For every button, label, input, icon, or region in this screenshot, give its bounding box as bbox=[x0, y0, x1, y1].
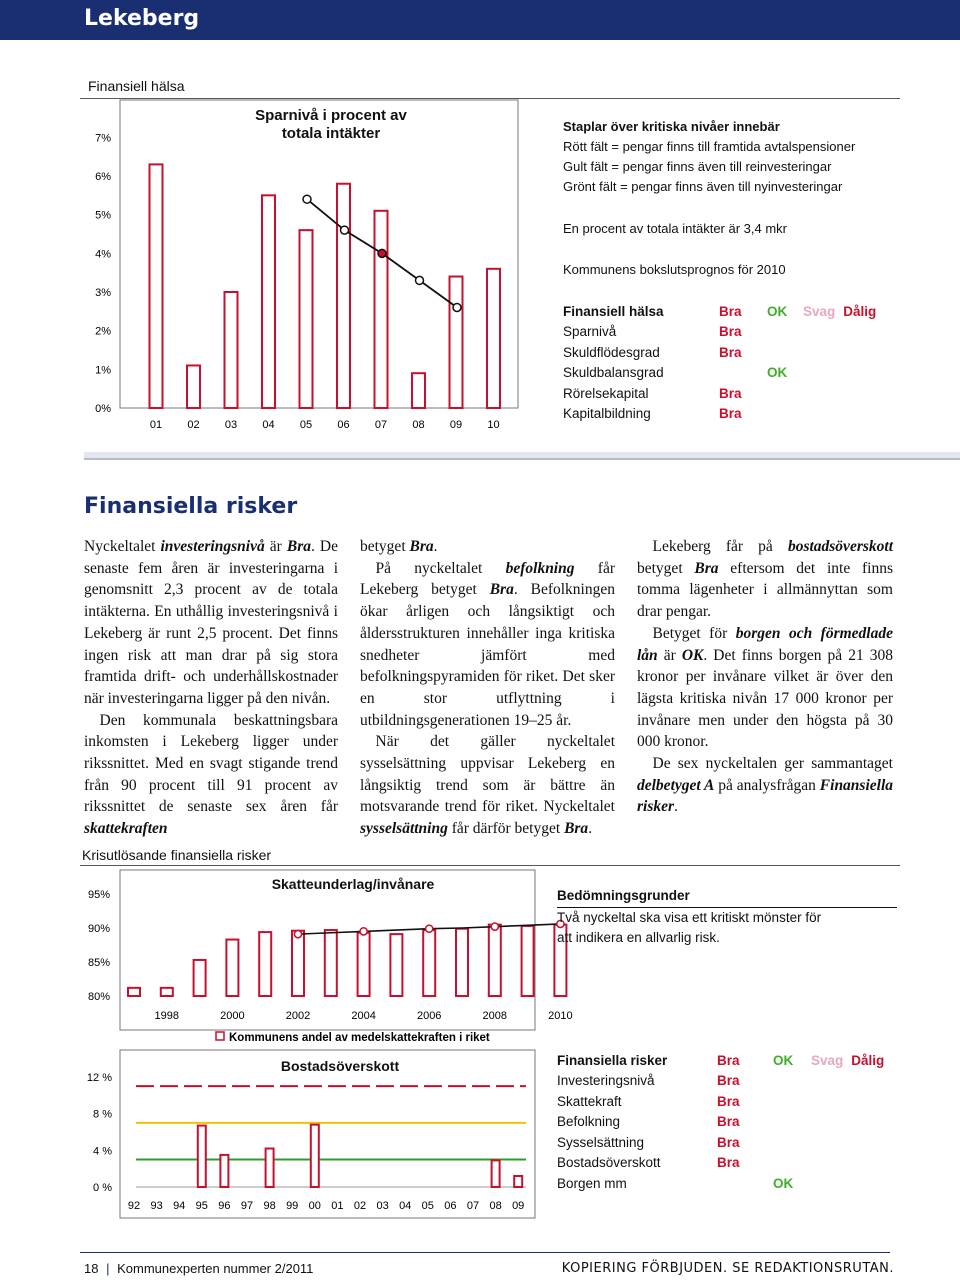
row-label: Skattekraft bbox=[557, 1093, 622, 1109]
chart2-y-tick: 85% bbox=[87, 957, 110, 969]
chart2-bar bbox=[390, 934, 402, 996]
chart1-bar bbox=[487, 269, 500, 408]
chart2-bar bbox=[128, 988, 140, 996]
chart1-x-tick: 07 bbox=[374, 419, 388, 431]
chart1-y-tick: 5% bbox=[95, 209, 111, 222]
chart2-bar bbox=[456, 929, 468, 996]
chart2-trend-point bbox=[426, 925, 433, 932]
chart3-x-tick: 09 bbox=[512, 1200, 525, 1212]
row-ok: OK bbox=[773, 1175, 794, 1191]
chart3-x-tick: 05 bbox=[421, 1200, 434, 1212]
chart3-x-tick: 93 bbox=[150, 1200, 163, 1212]
chart3-x-tick: 06 bbox=[444, 1200, 457, 1212]
legend2-line1: Två nyckeltal ska visa ett kritiskt mönster för bbox=[557, 910, 822, 925]
row-ok bbox=[769, 1132, 807, 1153]
publication: Kommunexperten nummer 2/2011 bbox=[117, 1261, 314, 1276]
chart2-bar bbox=[226, 940, 238, 996]
row-bra: Bra bbox=[719, 406, 742, 422]
chart1-y-tick: 3% bbox=[95, 287, 111, 299]
chart3-title: Bostadsöverskott bbox=[280, 1058, 400, 1074]
table1-header-ok: OK bbox=[767, 303, 788, 319]
row-label: Skuldbalansgrad bbox=[563, 365, 664, 381]
row-bra: Bra bbox=[717, 1134, 740, 1150]
divider bbox=[80, 865, 900, 866]
chart3-x-tick: 99 bbox=[286, 1200, 299, 1212]
chart3-x-tick: 96 bbox=[218, 1200, 231, 1212]
chart1-x-tick: 03 bbox=[224, 419, 238, 431]
chart1-x-tick: 06 bbox=[337, 419, 350, 431]
chart1-bar bbox=[300, 230, 313, 408]
row-bra: Bra bbox=[717, 1114, 740, 1130]
table-row bbox=[559, 342, 880, 363]
row-bra: Bra bbox=[717, 1155, 740, 1171]
footer-separator: | bbox=[106, 1261, 110, 1276]
chart3-y-tick: 4 % bbox=[93, 1145, 112, 1158]
chart3-x-tick: 95 bbox=[195, 1200, 208, 1212]
chart1-trend-point bbox=[303, 195, 311, 203]
chart2-legend-swatch bbox=[216, 1032, 224, 1040]
section-label-krisutlosande: Krisutlösande finansiella risker bbox=[82, 847, 272, 863]
chart1-trend-point bbox=[341, 226, 349, 234]
chart2-x-tick: 1998 bbox=[154, 1010, 180, 1022]
table-row bbox=[553, 1112, 888, 1133]
chart2-trend-point bbox=[360, 928, 367, 935]
chart3-x-tick: 04 bbox=[399, 1200, 412, 1212]
section-label-finansiell-halsa: Finansiell hälsa bbox=[88, 78, 185, 94]
table-row bbox=[553, 1091, 888, 1112]
row-label: Bostadsöverskott bbox=[557, 1155, 661, 1171]
table1-header-row bbox=[559, 301, 880, 322]
chart3-x-tick: 98 bbox=[263, 1200, 276, 1212]
table2-header-dalig: Dålig bbox=[851, 1052, 885, 1068]
row-ok bbox=[769, 1091, 807, 1112]
legend1-note1: En procent av totala intäkter är 3,4 mkr bbox=[563, 221, 787, 236]
row-bra: Bra bbox=[719, 344, 742, 360]
chart3-frame bbox=[120, 1050, 535, 1218]
paragraph: Betyget för borgen och förmedlade lån är OK. Det finns borgen på 21 308 kronor per invånare vilket är över den lägsta kritiska nivån 17 000 kronor per invånare men under den högsta på 30 000 kronor. bbox=[637, 624, 893, 751]
chart1-x-tick: 01 bbox=[149, 419, 163, 431]
chart3-y-tick: 0 % bbox=[93, 1182, 112, 1194]
row-bra: Bra bbox=[717, 1073, 740, 1089]
paragraph: De sex nyckeltalen ger sammantaget delbetyget A på analysfrågan Finansiella risker. bbox=[637, 755, 894, 816]
chart2-x-tick: 2004 bbox=[351, 1010, 376, 1022]
legend1 bbox=[563, 117, 903, 197]
table2-header-label: Finansiella risker bbox=[557, 1052, 668, 1068]
chart2-title: Skatteunderlag/invånare bbox=[271, 876, 435, 892]
chart1-bar bbox=[225, 292, 238, 408]
row-bra bbox=[715, 363, 763, 384]
chart2-y-tick: 80% bbox=[87, 991, 110, 1003]
chart2-legend-label: Kommunens andel av medelskattekraften i riket bbox=[229, 1032, 490, 1044]
legend2-heading: Bedömningsgrunder bbox=[557, 886, 897, 908]
chart2-y-tick: 95% bbox=[87, 889, 110, 901]
table2-header-row bbox=[553, 1050, 888, 1071]
chart1-y-tick: 2% bbox=[95, 325, 111, 338]
chart2-bar bbox=[522, 926, 534, 996]
article-column-1 bbox=[84, 536, 338, 840]
table-row bbox=[559, 363, 880, 384]
chart2-trend-point bbox=[491, 923, 498, 930]
chart2-bar bbox=[161, 988, 173, 996]
chart2-y-tick: 90% bbox=[87, 923, 110, 935]
legend1-line-green: Grönt fält = pengar finns även till nyinvesteringar bbox=[563, 179, 843, 194]
chart1-bar bbox=[337, 184, 350, 408]
row-label: Borgen mm bbox=[557, 1175, 627, 1191]
table-row bbox=[559, 322, 880, 343]
row-ok: OK bbox=[767, 365, 788, 381]
legend1-heading: Staplar över kritiska nivåer innebär bbox=[563, 119, 780, 134]
row-bra: Bra bbox=[719, 385, 742, 401]
row-label: Kapitalbildning bbox=[563, 406, 651, 422]
chart1-x-tick: 10 bbox=[487, 419, 500, 431]
article-column-3 bbox=[637, 536, 893, 818]
chart2-x-tick: 2008 bbox=[482, 1010, 508, 1022]
footer bbox=[84, 1261, 313, 1276]
chart2-x-tick: 2000 bbox=[220, 1010, 245, 1022]
chart2-x-tick: 2002 bbox=[285, 1010, 311, 1022]
chart2-bar bbox=[423, 930, 435, 996]
chart1-sparniva bbox=[80, 100, 520, 440]
chart3-x-tick: 97 bbox=[240, 1200, 254, 1212]
chart3-x-tick: 03 bbox=[376, 1200, 389, 1212]
chart3-bostadsoverskott bbox=[80, 1050, 540, 1220]
row-label: Sparnivå bbox=[563, 324, 617, 340]
table1-header-label: Finansiell hälsa bbox=[563, 303, 664, 319]
chart2-bar bbox=[259, 932, 271, 996]
chart3-x-tick: 02 bbox=[353, 1200, 367, 1212]
chart3-bar bbox=[266, 1149, 274, 1188]
section-separator-line bbox=[84, 458, 960, 460]
divider bbox=[80, 98, 900, 99]
row-ok bbox=[769, 1153, 807, 1174]
chart1-bar bbox=[150, 164, 163, 408]
chart1-bar bbox=[412, 373, 425, 408]
row-ok bbox=[763, 383, 799, 404]
row-ok bbox=[769, 1112, 807, 1133]
table-row bbox=[553, 1071, 888, 1092]
legend2 bbox=[557, 886, 897, 948]
row-label: Rörelsekapital bbox=[563, 385, 649, 401]
chart1-x-tick: 02 bbox=[187, 419, 200, 431]
chart1-title-line2: totala intäkter bbox=[281, 125, 381, 142]
paragraph: Lekeberg får på bostadsöverskott betyget Bra eftersom det inte finns tomma lägenheter i allmännyttan som drar pengar. bbox=[637, 538, 894, 621]
chart3-x-tick: 01 bbox=[331, 1200, 344, 1212]
table-row bbox=[553, 1132, 888, 1153]
table-row bbox=[559, 383, 880, 404]
legend1-note2: Kommunens bokslutsprognos för 2010 bbox=[563, 262, 786, 277]
chart3-x-tick: 92 bbox=[127, 1200, 141, 1212]
chart1-x-tick: 05 bbox=[299, 419, 313, 431]
chart1-trend-point bbox=[378, 249, 386, 257]
copyright-notice: KOPIERING FÖRBJUDEN. SE REDAKTIONSRUTAN. bbox=[561, 1261, 894, 1276]
paragraph: Nyckeltalet investeringsnivå är Bra. De senaste fem åren är investeringarna i genomsnitt 2,3 procent av de totala intäkterna. En uthållig investeringsnivå i Lekeberg är runt 2,5 procent. Det finns ingen risk att man drar på sig stora framtida drift- och underhållskostnader när investeringarna ligger på den nivån. bbox=[84, 538, 338, 707]
chart2-bar bbox=[292, 931, 304, 996]
row-ok bbox=[763, 404, 799, 425]
rating-table-finansiella-risker bbox=[553, 1050, 888, 1194]
chart1-bar bbox=[375, 211, 388, 408]
row-bra: Bra bbox=[719, 324, 742, 340]
page-number: 18 bbox=[84, 1261, 99, 1276]
legend1-line-red: Rött fält = pengar finns till framtida avtalspensioner bbox=[563, 139, 856, 154]
chart2-trend-point bbox=[294, 931, 301, 938]
chart1-bar bbox=[187, 365, 200, 408]
chart1-bar bbox=[450, 277, 463, 408]
chart2-x-tick: 2006 bbox=[416, 1010, 442, 1022]
chart2-skatteunderlag bbox=[80, 870, 573, 1050]
table2-header-ok: OK bbox=[773, 1052, 794, 1068]
chart3-bar bbox=[311, 1125, 319, 1187]
chart2-x-tick: 2010 bbox=[548, 1010, 573, 1022]
rating-table-finansiell-halsa bbox=[559, 301, 880, 424]
chart1-y-tick: 1% bbox=[95, 364, 111, 377]
chart3-x-tick: 00 bbox=[308, 1200, 321, 1212]
table-row bbox=[553, 1173, 888, 1194]
table1-header-bra: Bra bbox=[719, 303, 742, 319]
chart3-bar bbox=[220, 1155, 228, 1187]
chart1-bar bbox=[262, 195, 275, 408]
chart3-y-tick: 12 % bbox=[86, 1072, 112, 1084]
row-label: Investeringsnivå bbox=[557, 1073, 655, 1089]
paragraph: Den kommunala beskattningsbara inkomsten i Lekeberg ligger under rikssnittet. Med en svagt stigande trend från 90 procent till 91 procent av rikssnittet de senaste sex åren får skattekraften bbox=[84, 711, 338, 838]
paragraph: betyget Bra. bbox=[360, 538, 438, 555]
section-heading: Finansiella risker bbox=[84, 494, 298, 519]
paragraph: När det gäller nyckeltalet sysselsättning uppvisar Lekeberg en långsiktig trend som är bättre än motsvarande trend för riket. Nyckeltalet sysselsättning får därför betyget Bra. bbox=[360, 733, 615, 838]
table-row bbox=[559, 404, 880, 425]
paragraph: På nyckeltalet befolkning får Lekeberg betyget Bra. Befolkningen ökar årligen och långsiktigt och åldersstrukturen innehåller inga kritiska snedheter jämfört med befolkningspyramiden för riket. Det sker en stor utflyttning i utbildningsgenerationen 19–25 år. bbox=[360, 559, 615, 729]
table1-header-svag: Svag bbox=[803, 303, 836, 319]
chart3-bar bbox=[514, 1176, 522, 1187]
chart1-trend-point bbox=[453, 303, 461, 311]
chart3-y-tick: 8 % bbox=[93, 1108, 112, 1121]
row-label: Sysselsättning bbox=[557, 1134, 645, 1150]
table1-header-dalig: Dålig bbox=[843, 303, 877, 319]
chart1-trend-point bbox=[416, 276, 424, 284]
row-label: Befolkning bbox=[557, 1114, 621, 1130]
row-bra bbox=[713, 1173, 769, 1194]
table2-header-bra: Bra bbox=[717, 1052, 740, 1068]
chart3-bar bbox=[492, 1160, 500, 1187]
row-label: Skuldflödesgrad bbox=[563, 344, 660, 360]
article-column-2 bbox=[360, 536, 615, 840]
chart3-x-tick: 94 bbox=[173, 1200, 186, 1212]
footer-rule bbox=[80, 1252, 890, 1253]
legend2-line2: att indikera en allvarlig risk. bbox=[557, 930, 720, 945]
chart1-y-tick: 7% bbox=[95, 132, 111, 145]
row-ok bbox=[763, 342, 799, 363]
row-ok bbox=[769, 1071, 807, 1092]
chart3-x-tick: 08 bbox=[489, 1200, 502, 1212]
row-bra: Bra bbox=[717, 1093, 740, 1109]
table2-header-svag: Svag bbox=[811, 1052, 844, 1068]
page-title: Lekeberg bbox=[84, 6, 200, 31]
chart1-x-tick: 09 bbox=[449, 419, 463, 431]
chart2-bar bbox=[325, 930, 337, 996]
chart2-bar bbox=[489, 925, 501, 996]
row-ok bbox=[763, 322, 799, 343]
chart2-bar bbox=[358, 933, 370, 996]
chart1-y-tick: 4% bbox=[95, 248, 111, 261]
chart3-x-tick: 07 bbox=[466, 1200, 480, 1212]
chart1-y-tick: 0% bbox=[95, 403, 111, 415]
chart3-bar bbox=[198, 1126, 206, 1187]
chart1-x-tick: 08 bbox=[412, 419, 425, 431]
legend1-line-yellow: Gult fält = pengar finns även till reinvesteringar bbox=[563, 159, 832, 174]
chart2-bar bbox=[194, 960, 206, 996]
chart1-x-tick: 04 bbox=[262, 419, 275, 431]
chart1-title-line1: Sparnivå i procent av bbox=[255, 107, 407, 124]
table-row bbox=[553, 1153, 888, 1174]
chart1-y-tick: 6% bbox=[95, 171, 111, 183]
